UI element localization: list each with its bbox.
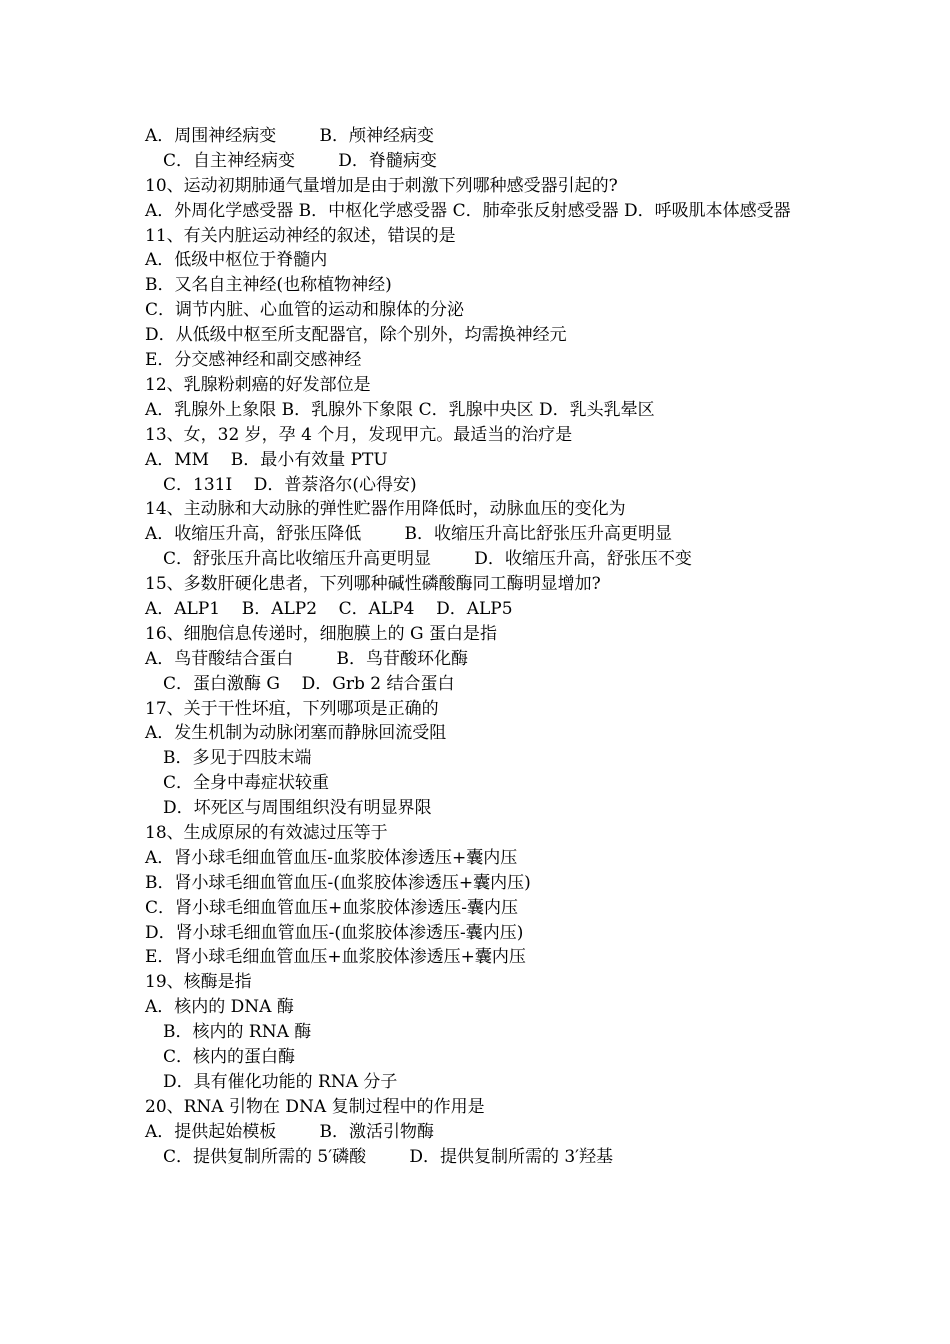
text-line: A．MM B．最小有效量 PTU xyxy=(145,449,388,470)
text-line: 13、女，32 岁，孕 4 个月，发现甲亢。最适当的治疗是 xyxy=(145,424,573,445)
text-line: E．分交感神经和副交感神经 xyxy=(145,350,362,371)
text-line: B．核内的 RNA 酶 xyxy=(163,1022,312,1043)
text-line: A．收缩压升高，舒张压降低 B．收缩压升高比舒张压升高更明显 xyxy=(145,524,672,545)
text-line: C．蛋白激酶 G D．Grb 2 结合蛋白 xyxy=(163,673,455,694)
text-line: B．多见于四肢末端 xyxy=(163,748,312,769)
text-line: 12、乳腺粉刺癌的好发部位是 xyxy=(145,374,371,395)
text-line: 20、RNA 引物在 DNA 复制过程中的作用是 xyxy=(145,1096,485,1117)
text-line: C．提供复制所需的 5′磷酸 D．提供复制所需的 3′羟基 xyxy=(163,1146,614,1167)
text-line: A．乳腺外上象限 B．乳腺外下象限 C．乳腺中央区 D．乳头乳晕区 xyxy=(145,399,655,420)
text-line: C．舒张压升高比收缩压升高更明显 D．收缩压升高，舒张压不变 xyxy=(163,549,692,570)
text-line: A．周围神经病变 B．颅神经病变 xyxy=(145,126,434,146)
text-line: 10、运动初期肺通气量增加是由于刺激下列哪种感受器引起的? xyxy=(145,175,618,196)
text-line: C．核内的蛋白酶 xyxy=(163,1046,296,1067)
text-line: D．坏死区与周围组织没有明显界限 xyxy=(163,798,432,819)
text-line: B．又名自主神经(也称植物神经) xyxy=(145,275,392,296)
text-line: A．鸟苷酸结合蛋白 B．鸟苷酸环化酶 xyxy=(145,648,468,669)
text-line: A．外周化学感受器 B．中枢化学感受器 C．肺牵张反射感受器 D．呼吸肌本体感受器 xyxy=(145,200,791,221)
text-line: A．ALP1 B．ALP2 C．ALP4 D．ALP5 xyxy=(145,598,513,619)
text-line: A．发生机制为动脉闭塞而静脉回流受阻 xyxy=(145,723,447,744)
text-line: 14、主动脉和大动脉的弹性贮器作用降低时，动脉血压的变化为 xyxy=(145,499,626,520)
text-line: C．全身中毒症状较重 xyxy=(163,773,330,794)
text-line: E．肾小球毛细血管血压+血浆胶体渗透压+囊内压 xyxy=(145,947,526,968)
text-line: 15、多数肝硬化患者，下列哪种碱性磷酸酶同工酶明显增加? xyxy=(145,574,601,595)
text-line: C．调节内脏、心血管的运动和腺体的分泌 xyxy=(145,300,465,321)
text-line: 19、核酶是指 xyxy=(145,972,252,993)
text-line: 17、关于干性坏疽，下列哪项是正确的 xyxy=(145,698,439,719)
text-line: A．提供起始模板 B．激活引物酶 xyxy=(145,1121,434,1142)
text-line: C．肾小球毛细血管血压+血浆胶体渗透压-囊内压 xyxy=(145,897,518,918)
text-line: A．核内的 DNA 酶 xyxy=(145,997,294,1018)
text-line: D．从低级中枢至所支配器官，除个别外，均需换神经元 xyxy=(145,325,567,346)
text-line: C．自主神经病变 D．脊髓病变 xyxy=(163,150,437,171)
text-line: 18、生成原尿的有效滤过压等于 xyxy=(145,822,388,843)
text-line: C．131I D．普萘洛尔(心得安) xyxy=(163,474,417,495)
text-line: D．具有催化功能的 RNA 分子 xyxy=(163,1071,398,1092)
text-line: D．肾小球毛细血管血压-(血浆胶体渗透压-囊内压) xyxy=(145,922,524,943)
text-line: A．肾小球毛细血管血压-血浆胶体渗透压+囊内压 xyxy=(145,847,518,868)
text-line: B．肾小球毛细血管血压-(血浆胶体渗透压+囊内压) xyxy=(145,872,531,893)
document-body xyxy=(145,124,815,1169)
text-line: A．低级中枢位于脊髓内 xyxy=(145,250,328,271)
text-line: 16、细胞信息传递时，细胞膜上的 G 蛋白是指 xyxy=(145,623,498,644)
text-line: 11、有关内脏运动神经的叙述，错误的是 xyxy=(145,225,456,246)
